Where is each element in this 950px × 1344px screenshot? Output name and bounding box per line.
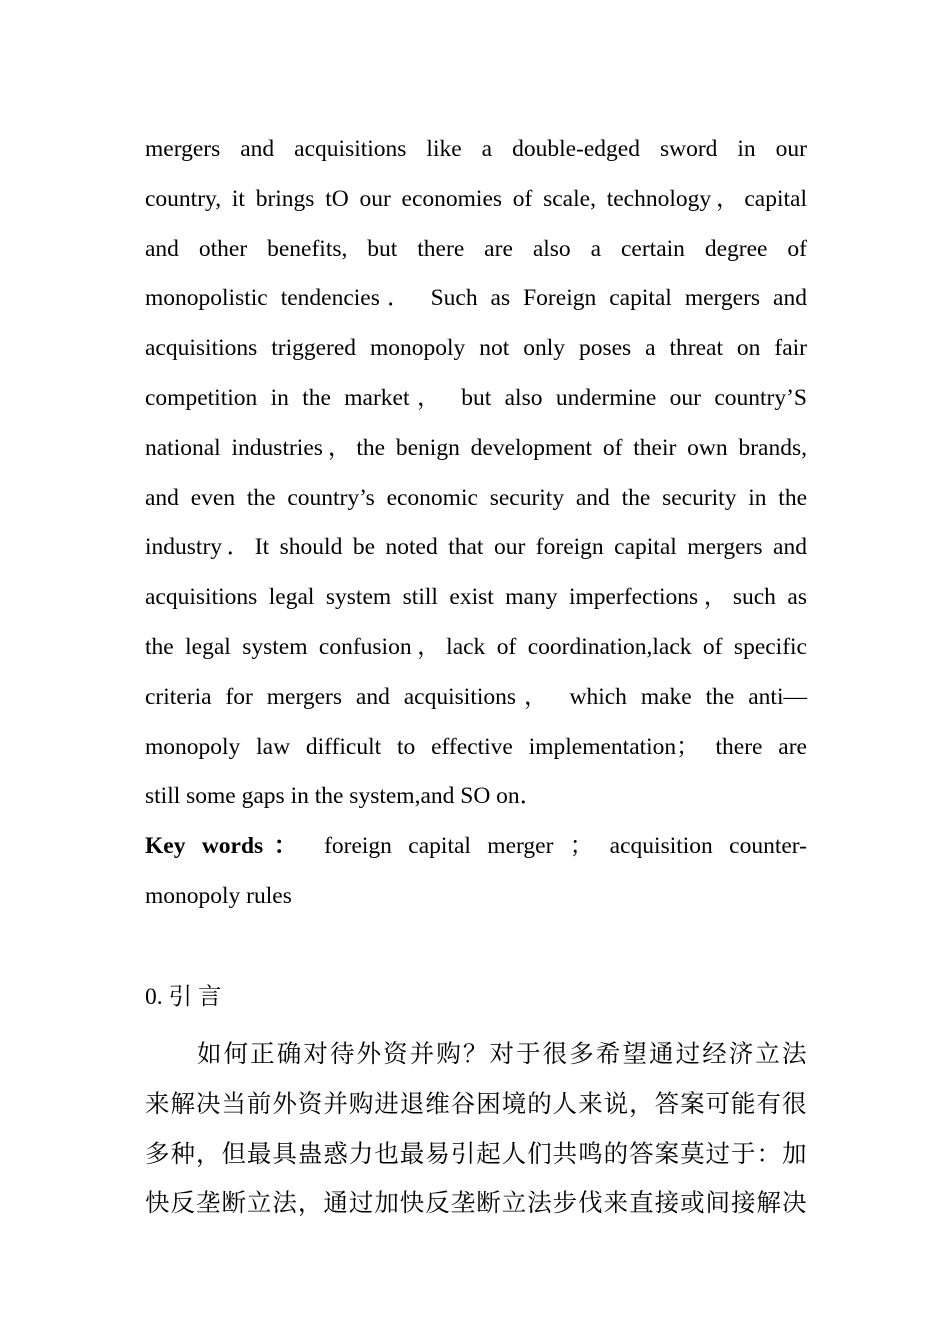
abstract-line: criteria for mergers and acquisitions， which make the anti— (145, 683, 807, 710)
intro-line: 如何正确对待外资并购？对于很多希望通过经济立法 (197, 1039, 807, 1068)
intro-line: 快反垄断立法，通过加快反垄断立法步伐来直接或间接解决 (145, 1188, 807, 1218)
keywords-line (145, 822, 807, 872)
keywords-text: foreign capital merger ； acquisition counter- (307, 833, 807, 860)
abstract-paragraph (145, 125, 807, 822)
abstract-line: and even the country’s economic security and the security in the (145, 484, 807, 511)
abstract-line: still some gaps in the system,and SO on． (145, 783, 544, 810)
keywords-label: Key words： (145, 833, 308, 860)
abstract-line: acquisitions legal system still exist many imperfections，such as (145, 584, 807, 611)
keywords-paragraph (145, 822, 807, 922)
document-page (145, 125, 807, 1218)
abstract-line: monopoly law difficult to effective implementation； there are (145, 733, 807, 760)
abstract-line: mergers and acquisitions like a double-edged sword in our (145, 136, 807, 162)
section-heading: 0. 引 言 (145, 984, 222, 1010)
keywords-line: monopoly rules (145, 882, 292, 909)
abstract-line: the legal system confusion，lack of coordination,lack of specific (145, 633, 807, 660)
abstract-line: acquisitions triggered monopoly not only poses a threat on fair (145, 335, 807, 362)
abstract-line: industry．It should be noted that our foreign capital mergers and (145, 534, 807, 561)
intro-line: 多种，但最具蛊惑力也最易引起人们共鸣的答案莫过于：加 (145, 1138, 807, 1168)
abstract-line: country, it brings tO our economies of scale, technology，capital (145, 185, 807, 212)
abstract-line: competition in the market， but also undermine our country’S (145, 384, 807, 411)
abstract-line: national industries，the benign development of their own brands, (145, 434, 807, 461)
intro-line: 来解决当前外资并购进退维谷困境的人来说，答案可能有很 (145, 1088, 807, 1118)
intro-paragraph (145, 1029, 807, 1228)
abstract-line: and other benefits, but there are also a certain degree of (145, 235, 807, 262)
abstract-line: monopolistic tendencies． Such as Foreign capital mergers and (145, 285, 807, 312)
